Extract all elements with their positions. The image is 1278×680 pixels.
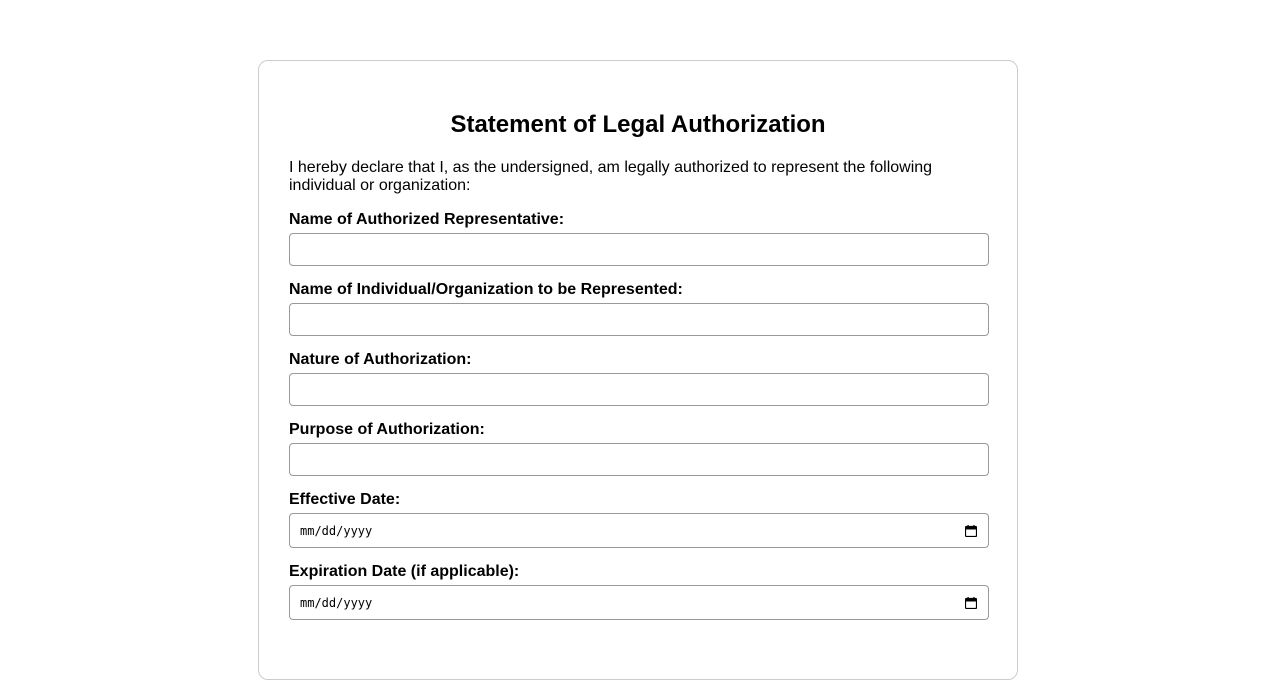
calendar-icon[interactable] [965,597,977,609]
effective-date-placeholder: mm/dd/yyyy [300,524,373,538]
authorized-representative-label: Name of Authorized Representative: [289,211,565,228]
expiration-date-placeholder: mm/dd/yyyy [300,596,373,610]
authorized-representative-input[interactable] [289,233,989,266]
calendar-icon[interactable] [965,525,977,537]
expiration-date-input[interactable] [289,585,989,620]
effective-date-label: Effective Date: [289,491,401,508]
purpose-of-authorization-label: Purpose of Authorization: [289,421,485,438]
expiration-date-label: Expiration Date (if applicable): [289,563,520,580]
form-title: Statement of Legal Authorization [450,111,826,138]
form-intro: I hereby declare that I, as the undersigned, am legally authorized to represent the following individual or organization: [289,159,933,194]
effective-date-input[interactable] [289,513,989,548]
represented-party-label: Name of Individual/Organization to be Represented: [289,281,683,298]
nature-of-authorization-input[interactable] [289,373,989,406]
authorization-form-card [258,60,1018,680]
purpose-of-authorization-input[interactable] [289,443,989,476]
nature-of-authorization-label: Nature of Authorization: [289,351,472,368]
represented-party-input[interactable] [289,303,989,336]
